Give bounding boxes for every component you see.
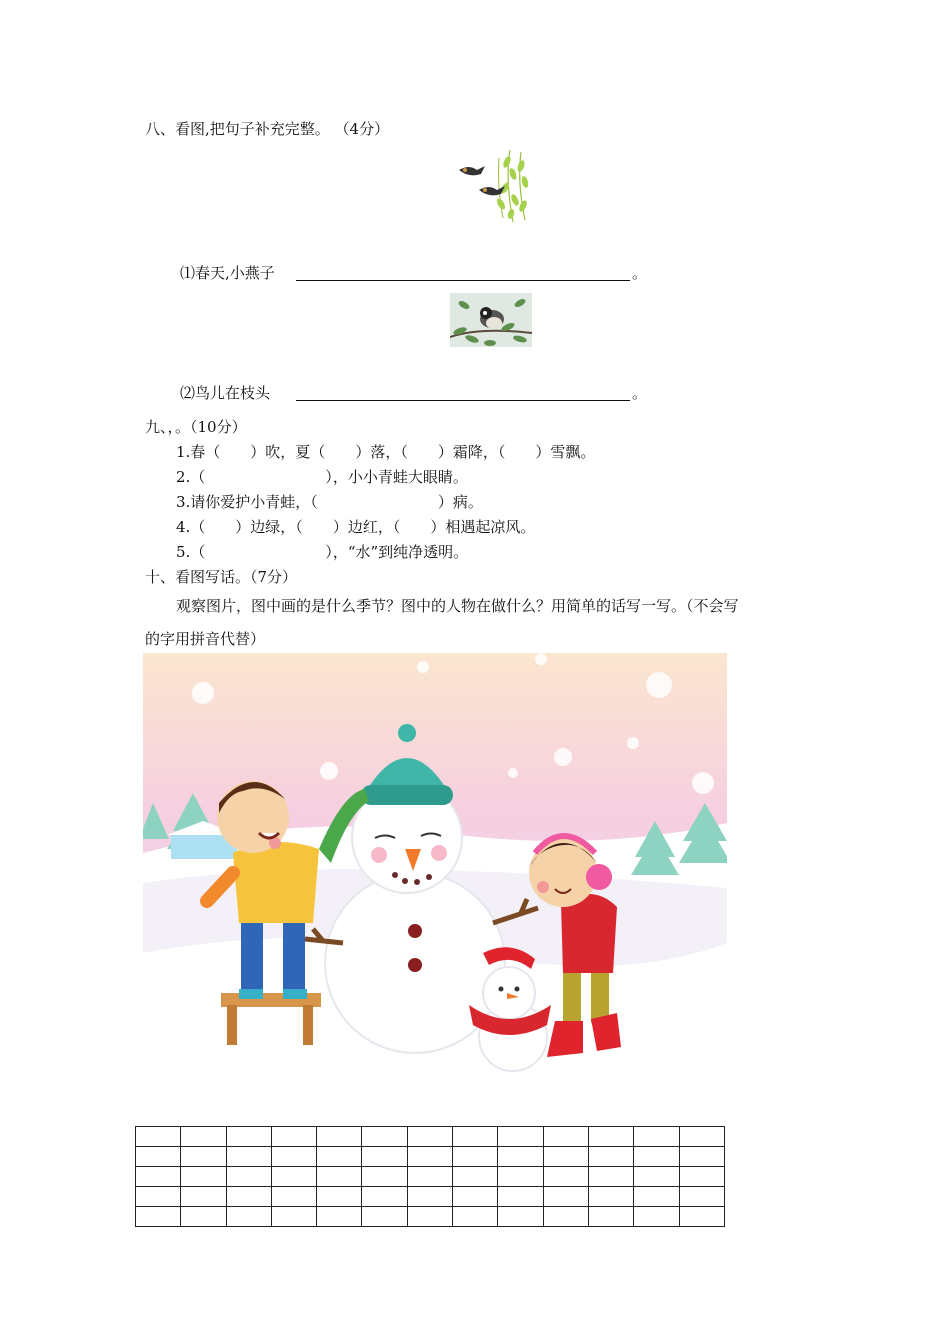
section-9-title: 九、，。（10分）	[145, 418, 247, 436]
grid-cell[interactable]	[317, 1147, 362, 1167]
grid-cell[interactable]	[317, 1127, 362, 1147]
writing-prompt-line-2: 的字用拼音代替）	[145, 630, 266, 648]
grid-cell[interactable]	[453, 1147, 498, 1167]
grid-cell[interactable]	[543, 1207, 588, 1227]
grid-cell[interactable]	[407, 1127, 452, 1147]
grid-cell[interactable]	[136, 1147, 181, 1167]
grid-cell[interactable]	[453, 1207, 498, 1227]
grid-cell[interactable]	[271, 1167, 316, 1187]
grid-cell[interactable]	[498, 1167, 543, 1187]
grid-row	[136, 1147, 725, 1167]
grid-cell[interactable]	[181, 1167, 226, 1187]
grid-row	[136, 1207, 725, 1227]
grid-cell[interactable]	[362, 1147, 407, 1167]
bird-on-branch-image	[450, 293, 532, 347]
grid-cell[interactable]	[588, 1127, 633, 1147]
grid-row	[136, 1187, 725, 1207]
grid-cell[interactable]	[362, 1127, 407, 1147]
section-8-title: 八、看图,把句子补充完整。 （4分）	[145, 120, 390, 138]
grid-cell[interactable]	[498, 1207, 543, 1227]
grid-cell[interactable]	[634, 1167, 679, 1187]
grid-cell[interactable]	[136, 1187, 181, 1207]
grid-cell[interactable]	[317, 1187, 362, 1207]
grid-cell[interactable]	[453, 1187, 498, 1207]
grid-cell[interactable]	[679, 1187, 724, 1207]
fill-blank-line-1: 1.春（ ）吹，夏（ ）落，（ ）霜降，（ ）雪飘。	[176, 443, 596, 461]
grid-row	[136, 1167, 725, 1187]
grid-cell[interactable]	[453, 1127, 498, 1147]
grid-cell[interactable]	[226, 1147, 271, 1167]
fill-blank-line-5: 5.（ ），“水”到纯净透明。	[176, 543, 469, 561]
grid-cell[interactable]	[271, 1207, 316, 1227]
grid-cell[interactable]	[634, 1147, 679, 1167]
snowman-winter-illustration	[143, 653, 727, 1112]
q1-suffix: 。	[632, 264, 648, 282]
grid-cell[interactable]	[498, 1187, 543, 1207]
grid-cell[interactable]	[181, 1187, 226, 1207]
grid-cell[interactable]	[226, 1207, 271, 1227]
grid-cell[interactable]	[588, 1207, 633, 1227]
grid-row	[136, 1127, 725, 1147]
grid-cell[interactable]	[543, 1147, 588, 1167]
section-10-title: 十、看图写话。（7分）	[145, 568, 298, 586]
fill-blank-line-3: 3.请你爱护小青蛙，（ ）病。	[176, 493, 483, 511]
grid-cell[interactable]	[588, 1147, 633, 1167]
grid-cell[interactable]	[498, 1147, 543, 1167]
grid-cell[interactable]	[271, 1187, 316, 1207]
grid-cell[interactable]	[181, 1207, 226, 1227]
grid-cell[interactable]	[181, 1127, 226, 1147]
grid-cell[interactable]	[679, 1167, 724, 1187]
grid-cell[interactable]	[453, 1167, 498, 1187]
grid-cell[interactable]	[271, 1147, 316, 1167]
grid-cell[interactable]	[543, 1127, 588, 1147]
grid-cell[interactable]	[136, 1127, 181, 1147]
grid-cell[interactable]	[181, 1147, 226, 1167]
grid-cell[interactable]	[679, 1147, 724, 1167]
grid-cell[interactable]	[317, 1167, 362, 1187]
grid-cell[interactable]	[588, 1167, 633, 1187]
writing-prompt-line-1: 观察图片，图中画的是什么季节？图中的人物在做什么？用简单的话写一写。（不会写	[176, 597, 739, 615]
grid-cell[interactable]	[498, 1127, 543, 1147]
writing-grid[interactable]	[135, 1126, 725, 1227]
grid-cell[interactable]	[407, 1167, 452, 1187]
grid-cell[interactable]	[407, 1207, 452, 1227]
grid-cell[interactable]	[362, 1167, 407, 1187]
swallows-willow-image	[455, 148, 533, 224]
q2-answer-line[interactable]	[296, 400, 630, 401]
grid-cell[interactable]	[362, 1187, 407, 1207]
grid-cell[interactable]	[634, 1207, 679, 1227]
fill-blank-line-2: 2.（ ），小小青蛙大眼睛。	[176, 468, 468, 486]
grid-cell[interactable]	[407, 1187, 452, 1207]
grid-cell[interactable]	[226, 1167, 271, 1187]
grid-cell[interactable]	[271, 1127, 316, 1147]
grid-cell[interactable]	[136, 1167, 181, 1187]
q2-suffix: 。	[632, 384, 648, 402]
grid-cell[interactable]	[679, 1127, 724, 1147]
q2-prefix: ⑵鸟儿在枝头	[180, 384, 271, 402]
grid-cell[interactable]	[407, 1147, 452, 1167]
grid-cell[interactable]	[543, 1187, 588, 1207]
grid-cell[interactable]	[543, 1167, 588, 1187]
grid-cell[interactable]	[226, 1187, 271, 1207]
grid-cell[interactable]	[588, 1187, 633, 1207]
grid-cell[interactable]	[226, 1127, 271, 1147]
q1-answer-line[interactable]	[296, 280, 630, 281]
grid-cell[interactable]	[362, 1207, 407, 1227]
grid-cell[interactable]	[634, 1127, 679, 1147]
grid-cell[interactable]	[679, 1207, 724, 1227]
grid-cell[interactable]	[317, 1207, 362, 1227]
grid-cell[interactable]	[136, 1207, 181, 1227]
grid-cell[interactable]	[634, 1187, 679, 1207]
fill-blank-line-4: 4.（ ）边绿，（ ）边红，（ ）相遇起凉风。	[176, 518, 536, 536]
q1-prefix: ⑴春天,小燕子	[180, 264, 275, 282]
